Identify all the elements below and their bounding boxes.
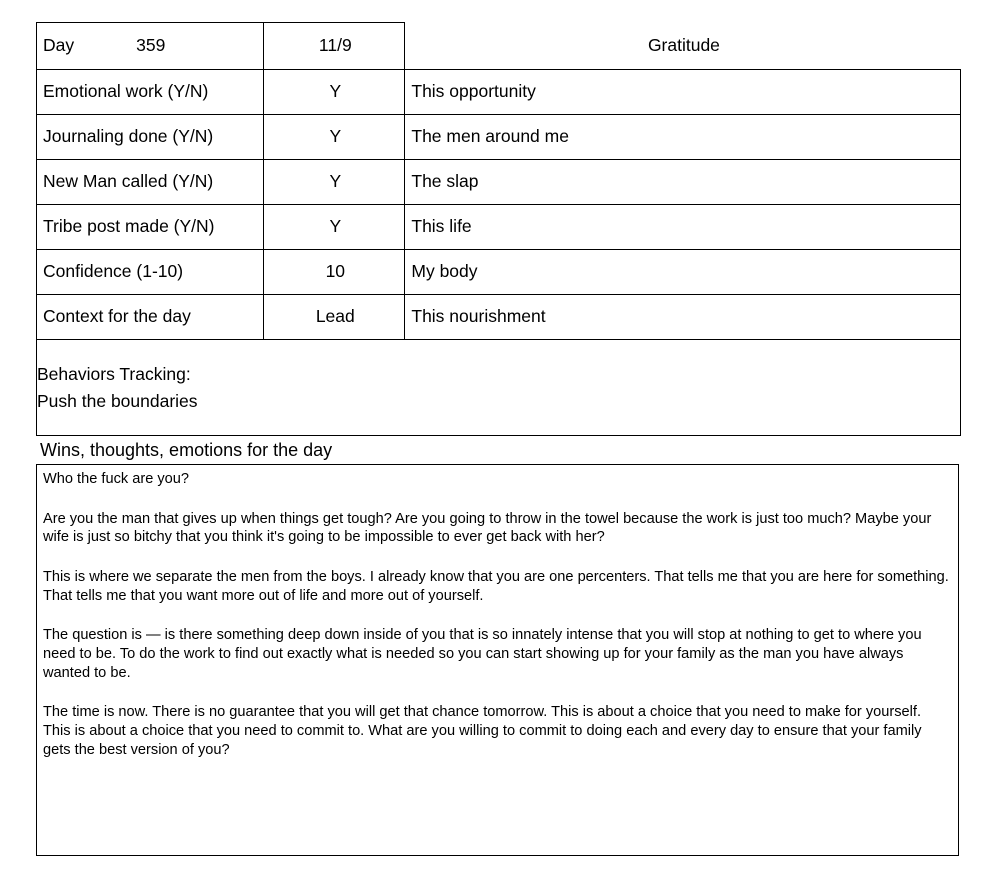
gratitude-cell: [405, 160, 961, 205]
behaviors-item: Push the boundaries: [37, 390, 198, 411]
table-row: [37, 160, 961, 205]
behaviors-row: [37, 340, 961, 436]
gratitude-cell: [405, 205, 961, 250]
gratitude-value: This nourishment: [411, 305, 546, 326]
day-number: 359: [136, 34, 166, 55]
gratitude-cell: [405, 295, 961, 340]
gratitude-cell: [405, 250, 961, 295]
tracker-value: Y: [329, 125, 342, 146]
tracker-value-cell: [264, 295, 405, 340]
notes-spacer: [43, 547, 950, 568]
notes-paragraph: This is where we separate the men from the boys. I already know that you are one percenters. That tells me that you are here for something. That tells me that you want more out of life and more out of yourself.: [43, 569, 949, 604]
gratitude-cell: [405, 115, 961, 160]
tracker-value: Y: [329, 80, 342, 101]
table-row: [37, 205, 961, 250]
daily-journal-sheet: [36, 22, 961, 856]
gratitude-value: This opportunity: [411, 80, 536, 101]
wins-heading: Wins, thoughts, emotions for the day: [40, 440, 333, 460]
notes-paragraph: The question is — is there something deep down inside of you that is so innately intense that you will stop at nothing to get to where you need to be. To do the work to find out exactly what is needed so you can start showing up for your family as the man you have always wanted to be.: [43, 627, 922, 681]
notes-spacer: [43, 682, 950, 703]
tracker-label: Confidence (1-10): [43, 260, 184, 281]
gratitude-value: The men around me: [411, 125, 569, 146]
tracker-value: 10: [325, 260, 346, 281]
tracker-value-cell: [264, 115, 405, 160]
gratitude-header-cell: [405, 23, 961, 70]
table-header-row: [37, 23, 961, 70]
gratitude-value: The slap: [411, 170, 479, 191]
tracker-label-cell: [37, 70, 264, 115]
notes-paragraph: The time is now. There is no guarantee that you will get that chance tomorrow. This is about a choice that you need to make for yourself. This is about a choice that you need to commit to. What are you willing to commit to doing each and every day to ensure that your family gets the best version of you?: [43, 704, 922, 758]
day-cell: [37, 23, 264, 70]
tracker-value-cell: [264, 205, 405, 250]
day-label: Day: [43, 34, 75, 55]
notes-spacer: [43, 489, 950, 510]
tracker-label: Emotional work (Y/N): [43, 80, 209, 101]
notes-paragraph: Who the fuck are you?: [43, 471, 190, 487]
table-row: [37, 70, 961, 115]
tracker-value: Y: [329, 215, 342, 236]
tracker-label: Journaling done (Y/N): [43, 125, 214, 146]
tracker-table-body: [37, 23, 961, 436]
tracker-label-cell: [37, 160, 264, 205]
tracker-label-cell: [37, 250, 264, 295]
tracker-label-cell: [37, 205, 264, 250]
notes-spacer: [43, 605, 950, 626]
notes-paragraph: Are you the man that gives up when things get tough? Are you going to throw in the towel because the work is just too much? Maybe your wife is just so bitchy that you think it's going to be impossible to ever get back with her?: [43, 510, 932, 546]
gratitude-header: Gratitude: [647, 34, 720, 55]
date-value: 11/9: [318, 34, 352, 55]
date-cell: [264, 23, 405, 70]
gratitude-cell: [405, 70, 961, 115]
tracker-label: Context for the day: [43, 305, 191, 326]
tracker-value-cell: [264, 70, 405, 115]
tracker-label: New Man called (Y/N): [43, 170, 214, 191]
wins-notes-box[interactable]: [36, 464, 959, 856]
gratitude-value: My body: [411, 260, 478, 281]
tracker-table: [36, 22, 961, 436]
tracker-label: Tribe post made (Y/N): [43, 215, 215, 236]
tracker-value-cell: [264, 160, 405, 205]
gratitude-value: This life: [411, 215, 472, 236]
behaviors-cell: [37, 340, 961, 436]
tracker-value-cell: [264, 250, 405, 295]
table-row: [37, 250, 961, 295]
behaviors-title: Behaviors Tracking:: [37, 364, 191, 385]
tracker-label-cell: [37, 295, 264, 340]
tracker-value: Lead: [315, 305, 355, 326]
tracker-label-cell: [37, 115, 264, 160]
table-row: [37, 295, 961, 340]
table-row: [37, 115, 961, 160]
tracker-value: Y: [329, 170, 342, 191]
